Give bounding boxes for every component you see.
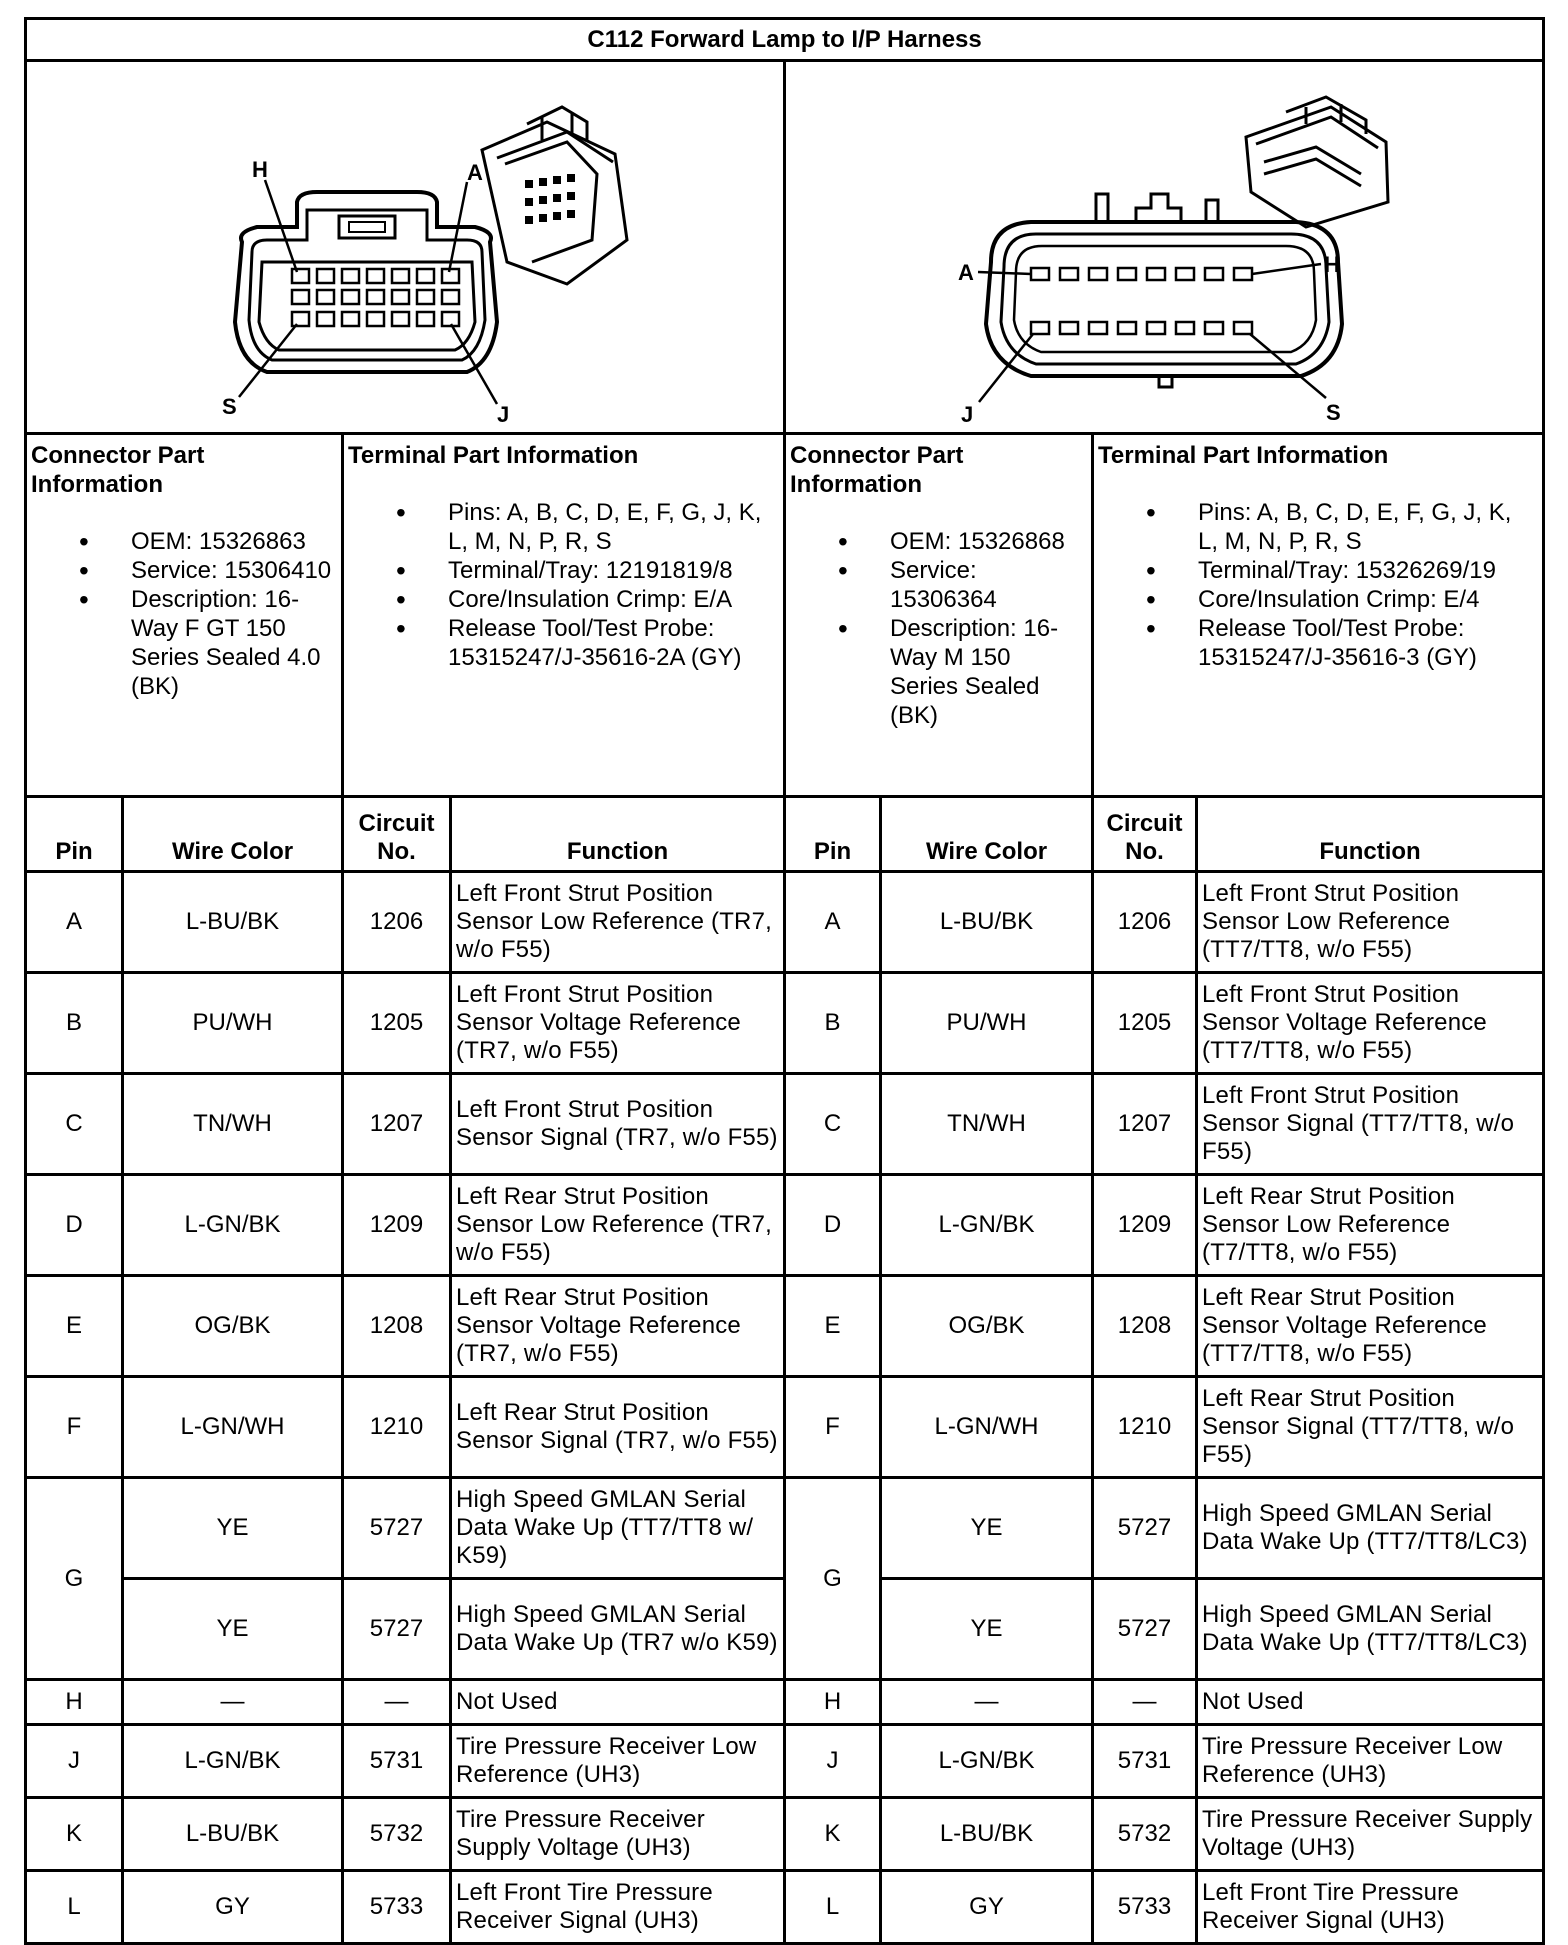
function-cell: Left Front Strut Position Sensor Voltage Reference (TT7/TT8, w/o F55) [1197, 973, 1544, 1074]
pin-cell: F [785, 1377, 881, 1478]
terminal-info-heading: Terminal Part Information [1098, 442, 1389, 469]
table-row [26, 1798, 1544, 1871]
circuit-cell: 5727 [1093, 1579, 1197, 1680]
circuit-cell: 1205 [343, 973, 451, 1074]
function-cell: Tire Pressure Receiver Low Reference (UH3) [1197, 1725, 1544, 1798]
label-bottom-right: S [1326, 400, 1341, 425]
wire-color-cell: L-GN/WH [123, 1377, 343, 1478]
terminal-info-list [1094, 498, 1542, 672]
circuit-cell: 1206 [343, 872, 451, 973]
right-terminal-info [1093, 434, 1544, 797]
circuit-cell: 1209 [343, 1175, 451, 1276]
wire-color-cell: YE [881, 1478, 1093, 1579]
function-cell: Not Used [1197, 1680, 1544, 1725]
info-item: • Pins: A, B, C, D, E, F, G, J, K, L, M, N, P, R, S [344, 498, 783, 556]
pin-cell: G [785, 1478, 881, 1680]
circuit-cell: 1206 [1093, 872, 1197, 973]
info-item: • OEM: 15326868 [786, 527, 1091, 556]
info-item: • Description: 16-Way M 150 Series Sealed (BK) [786, 614, 1091, 730]
circuit-cell: 1205 [1093, 973, 1197, 1074]
table-row [26, 1725, 1544, 1798]
pin-cell: C [785, 1074, 881, 1175]
wire-color-cell: L-BU/BK [881, 872, 1093, 973]
info-item: • Service: 15306410 [27, 556, 341, 585]
male-connector-diagram [785, 61, 1544, 434]
connector-info-list [27, 527, 341, 701]
male-connector-face [986, 194, 1342, 387]
table-row [26, 1377, 1544, 1478]
wire-color-cell: — [881, 1680, 1093, 1725]
right-connector-info [785, 434, 1093, 797]
pin-cell: K [785, 1798, 881, 1871]
info-item: • Release Tool/Test Probe: 15315247/J-35616-2A (GY) [344, 614, 783, 672]
function-cell: Tire Pressure Receiver Supply Voltage (UH3) [451, 1798, 785, 1871]
header-circuit: Circuit No. [343, 797, 451, 872]
male-pins [1031, 268, 1252, 334]
pin-cell: K [26, 1798, 123, 1871]
terminal-info-heading: Terminal Part Information [348, 442, 639, 469]
label-top-right: A [467, 160, 483, 185]
label-bottom-left: J [961, 402, 974, 427]
wire-color-cell: L-GN/BK [881, 1175, 1093, 1276]
pin-cell: D [26, 1175, 123, 1276]
terminal-info-list [344, 498, 783, 672]
circuit-cell: 1208 [343, 1276, 451, 1377]
function-cell: Left Front Strut Position Sensor Voltage Reference (TR7, w/o F55) [451, 973, 785, 1074]
table-row [26, 973, 1544, 1074]
label-bottom-right: J [497, 402, 510, 427]
function-cell: Left Rear Strut Position Sensor Low Reference (TR7, w/o F55) [451, 1175, 785, 1276]
function-cell: Left Front Tire Pressure Receiver Signal (UH3) [451, 1871, 785, 1944]
header-function: Function [1197, 797, 1544, 872]
table-row [26, 1680, 1544, 1725]
pinout-sheet [24, 17, 1542, 1945]
wire-color-cell: — [123, 1680, 343, 1725]
pin-cell: B [26, 973, 123, 1074]
info-item: • Service: 15306364 [786, 556, 1091, 614]
pin-cell: A [785, 872, 881, 973]
female-connector-drawing [27, 62, 786, 432]
info-item: • Release Tool/Test Probe: 15315247/J-35616-3 (GY) [1094, 614, 1542, 672]
info-item: • Core/Insulation Crimp: E/A [344, 585, 783, 614]
function-cell: Left Rear Strut Position Sensor Voltage Reference (TR7, w/o F55) [451, 1276, 785, 1377]
pin-cell: D [785, 1175, 881, 1276]
label-top-left: H [252, 157, 268, 182]
header-wire-color: Wire Color [881, 797, 1093, 872]
function-cell: Not Used [451, 1680, 785, 1725]
header-pin: Pin [26, 797, 123, 872]
table-row [26, 1276, 1544, 1377]
page-title: C112 Forward Lamp to I/P Harness [26, 19, 1544, 61]
function-cell: Left Rear Strut Position Sensor Low Reference (T7/TT8, w/o F55) [1197, 1175, 1544, 1276]
pin-cell: E [26, 1276, 123, 1377]
circuit-cell: — [1093, 1680, 1197, 1725]
pin-cell: B [785, 973, 881, 1074]
circuit-cell: 1208 [1093, 1276, 1197, 1377]
function-cell: Left Front Strut Position Sensor Low Reference (TR7, w/o F55) [451, 872, 785, 973]
function-cell: High Speed GMLAN Serial Data Wake Up (TR7 w/o K59) [451, 1579, 785, 1680]
wire-color-cell: GY [881, 1871, 1093, 1944]
connector-3d-icon [1246, 97, 1388, 227]
function-cell: Left Front Tire Pressure Receiver Signal (UH3) [1197, 1871, 1544, 1944]
circuit-cell: 1210 [1093, 1377, 1197, 1478]
circuit-cell: 5732 [1093, 1798, 1197, 1871]
wire-color-cell: L-BU/BK [123, 1798, 343, 1871]
label-top-right: H [1324, 252, 1340, 277]
wire-color-cell: L-GN/WH [881, 1377, 1093, 1478]
header-pin: Pin [785, 797, 881, 872]
pin-cell: A [26, 872, 123, 973]
pin-cell: F [26, 1377, 123, 1478]
function-cell: Tire Pressure Receiver Low Reference (UH3) [451, 1725, 785, 1798]
circuit-cell: 5727 [343, 1579, 451, 1680]
circuit-cell: 1207 [1093, 1074, 1197, 1175]
female-cavities [292, 269, 459, 326]
wire-color-cell: GY [123, 1871, 343, 1944]
pin-cell: J [785, 1725, 881, 1798]
wire-color-cell: YE [123, 1579, 343, 1680]
table-row [26, 1175, 1544, 1276]
circuit-cell: 5733 [343, 1871, 451, 1944]
wire-color-cell: OG/BK [881, 1276, 1093, 1377]
wire-color-cell: L-GN/BK [123, 1725, 343, 1798]
circuit-cell: 1209 [1093, 1175, 1197, 1276]
pin-cell: E [785, 1276, 881, 1377]
function-cell: Tire Pressure Receiver Supply Voltage (UH3) [1197, 1798, 1544, 1871]
table-row [26, 1478, 1544, 1579]
pin-cell: L [785, 1871, 881, 1944]
connector-table [24, 17, 1545, 1945]
female-connector-diagram [26, 61, 785, 434]
info-item: • Terminal/Tray: 15326269/19 [1094, 556, 1542, 585]
info-item: • Terminal/Tray: 12191819/8 [344, 556, 783, 585]
function-cell: Left Rear Strut Position Sensor Signal (TR7, w/o F55) [451, 1377, 785, 1478]
header-function: Function [451, 797, 785, 872]
wire-color-cell: L-GN/BK [881, 1725, 1093, 1798]
label-top-left: A [958, 260, 974, 285]
wire-color-cell: TN/WH [881, 1074, 1093, 1175]
function-cell: Left Rear Strut Position Sensor Voltage Reference (TT7/TT8, w/o F55) [1197, 1276, 1544, 1377]
left-connector-info [26, 434, 343, 797]
wire-color-cell: YE [881, 1579, 1093, 1680]
pin-cell: G [26, 1478, 123, 1680]
circuit-cell: 1210 [343, 1377, 451, 1478]
header-wire-color: Wire Color [123, 797, 343, 872]
circuit-cell: 5727 [1093, 1478, 1197, 1579]
label-bottom-left: S [222, 394, 237, 419]
pin-cell: H [26, 1680, 123, 1725]
left-terminal-info [343, 434, 785, 797]
info-item: • OEM: 15326863 [27, 527, 341, 556]
info-item: • Core/Insulation Crimp: E/4 [1094, 585, 1542, 614]
info-item: • Pins: A, B, C, D, E, F, G, J, K, L, M, N, P, R, S [1094, 498, 1542, 556]
wire-color-cell: PU/WH [881, 973, 1093, 1074]
function-cell: Left Rear Strut Position Sensor Signal (TT7/TT8, w/o F55) [1197, 1377, 1544, 1478]
connector-3d-cavities [525, 174, 575, 224]
wire-color-cell: YE [123, 1478, 343, 1579]
circuit-cell: 1207 [343, 1074, 451, 1175]
pin-cell: L [26, 1871, 123, 1944]
circuit-cell: — [343, 1680, 451, 1725]
wire-color-cell: L-BU/BK [881, 1798, 1093, 1871]
pin-cell: J [26, 1725, 123, 1798]
wire-color-cell: OG/BK [123, 1276, 343, 1377]
circuit-cell: 5731 [1093, 1725, 1197, 1798]
circuit-cell: 5732 [343, 1798, 451, 1871]
wire-color-cell: TN/WH [123, 1074, 343, 1175]
info-item: • Description: 16-Way F GT 150 Series Sealed 4.0 (BK) [27, 585, 341, 701]
connector-info-heading: Connector Part Information [790, 442, 964, 498]
connector-info-heading: Connector Part Information [31, 442, 205, 498]
circuit-cell: 5731 [343, 1725, 451, 1798]
table-row [26, 1871, 1544, 1944]
circuit-cell: 5733 [1093, 1871, 1197, 1944]
pin-rows [26, 872, 1544, 1944]
function-cell: Left Front Strut Position Sensor Signal (TT7/TT8, w/o F55) [1197, 1074, 1544, 1175]
wire-color-cell: PU/WH [123, 973, 343, 1074]
wire-color-cell: L-GN/BK [123, 1175, 343, 1276]
circuit-cell: 5727 [343, 1478, 451, 1579]
wire-color-cell: L-BU/BK [123, 872, 343, 973]
header-circuit: Circuit No. [1093, 797, 1197, 872]
function-cell: High Speed GMLAN Serial Data Wake Up (TT7/TT8/LC3) [1197, 1579, 1544, 1680]
pin-cell: C [26, 1074, 123, 1175]
male-connector-drawing [786, 62, 1545, 432]
function-cell: Left Front Strut Position Sensor Low Reference (TT7/TT8, w/o F55) [1197, 872, 1544, 973]
function-cell: High Speed GMLAN Serial Data Wake Up (TT7/TT8 w/ K59) [451, 1478, 785, 1579]
function-cell: High Speed GMLAN Serial Data Wake Up (TT7/TT8/LC3) [1197, 1478, 1544, 1579]
connector-info-list [786, 527, 1091, 730]
pin-cell: H [785, 1680, 881, 1725]
table-row [26, 1074, 1544, 1175]
function-cell: Left Front Strut Position Sensor Signal (TR7, w/o F55) [451, 1074, 785, 1175]
table-row [26, 872, 1544, 973]
